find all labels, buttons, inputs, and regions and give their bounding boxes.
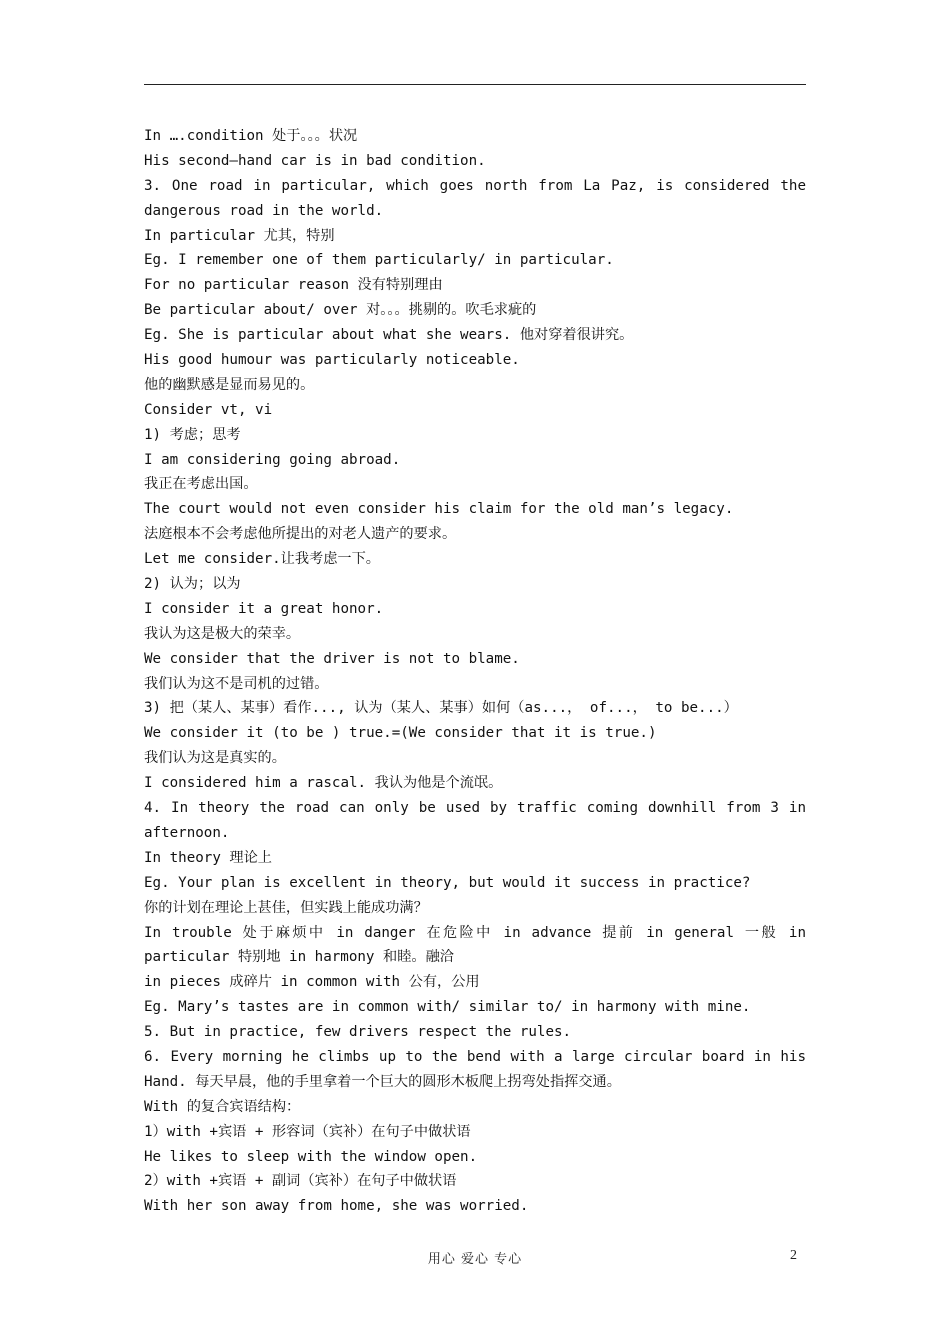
text-line: 法庭根本不会考虑他所提出的对老人遗产的要求。 (144, 526, 457, 543)
text-line: We consider that the driver is not to blame. (144, 650, 520, 667)
text-line: We consider it (to be ) true.=(We consider that it is true.) (144, 725, 657, 742)
text-line: In ….condition 处于。。。状况 (144, 128, 358, 144)
footer-motto: 用心 爱心 专心 (427, 1252, 523, 1267)
text-line: Consider vt, vi (144, 401, 273, 418)
text-line: 3) 把（某人、某事）看作..., 认为（某人、某事）如何（as...， of...， to be...） (144, 700, 738, 717)
text-line: afternoon. (144, 824, 230, 841)
text-line: 他的幽默感是显而易见的。 (144, 376, 315, 393)
text-line: 1) 考虑；思考 (144, 426, 241, 443)
text-line: 1）with +宾语 + 形容词（宾补）在句子中做状语 (144, 1123, 471, 1140)
text-line: 6. Every morning he climbs up to the bend with a large circular board in his (144, 1048, 806, 1065)
text-line: Let me consider.让我考虑一下。 (144, 551, 380, 568)
text-line: 2）with +宾语 + 副词（宾补）在句子中做状语 (144, 1173, 457, 1190)
header-rule (144, 84, 806, 85)
text-line: 4. In theory the road can only be used by traffic coming downhill from 3 in (144, 800, 806, 817)
text-line: 我们认为这是真实的。 (144, 750, 286, 767)
text-line: I am considering going abroad. (144, 451, 401, 468)
text-line: In trouble 处于麻烦中 in danger 在危险中 in advance 提前 in general 一般 in (144, 924, 806, 941)
text-line: With 的复合宾语结构： (144, 1098, 301, 1115)
text-line: Be particular about/ over 对。。。挑剔的。吹毛求疵的 (144, 302, 537, 319)
text-line: Eg. She is particular about what she wears. 他对穿着很讲究。 (144, 327, 634, 344)
text-line: In particular 尤其，特别 (144, 227, 335, 244)
text-line: 我正在考虑出国。 (144, 476, 258, 493)
text-line: Hand. 每天早晨，他的手里拿着一个巨大的圆形木板爬上拐弯处指挥交通。 (144, 1073, 621, 1090)
text-line: The court would not even consider his claim for the old man’s legacy. (144, 501, 734, 518)
text-line: Eg. Your plan is excellent in theory, but would it success in practice? (144, 874, 751, 891)
text-line: 2) 认为；以为 (144, 576, 241, 593)
text-line: 3. One road in particular, which goes north from La Paz, is considered the (144, 177, 806, 194)
text-line: With her son away from home, she was worried. (144, 1198, 529, 1215)
text-line: dangerous road in the world. (144, 202, 384, 219)
text-line: His good humour was particularly noticeable. (144, 352, 520, 369)
text-line: Eg. Mary’s tastes are in common with/ similar to/ in harmony with mine. (144, 999, 751, 1016)
text-line: For no particular reason 没有特别理由 (144, 277, 443, 294)
text-line: I consider it a great honor. (144, 600, 384, 617)
text-line: particular 特别地 in harmony 和睦。融洽 (144, 949, 454, 966)
text-line: In theory 理论上 (144, 849, 272, 866)
text-line: 我认为这是极大的荣幸。 (144, 625, 301, 642)
text-line: His second—hand car is in bad condition. (144, 152, 486, 169)
text-line: I considered him a rascal. 我认为他是个流氓。 (144, 775, 503, 792)
text-line: 你的计划在理论上甚佳，但实践上能成功满？ (144, 899, 428, 916)
text-line: He likes to sleep with the window open. (144, 1148, 478, 1165)
text-line: Eg. I remember one of them particularly/ in particular. (144, 252, 614, 269)
page-number: 2 (790, 1248, 797, 1263)
text-line: 我们认为这不是司机的过错。 (144, 675, 329, 692)
text-line: in pieces 成碎片 in common with 公有，公用 (144, 974, 480, 991)
text-line: 5. But in practice, few drivers respect the rules. (144, 1024, 572, 1041)
document-body (144, 124, 806, 1219)
